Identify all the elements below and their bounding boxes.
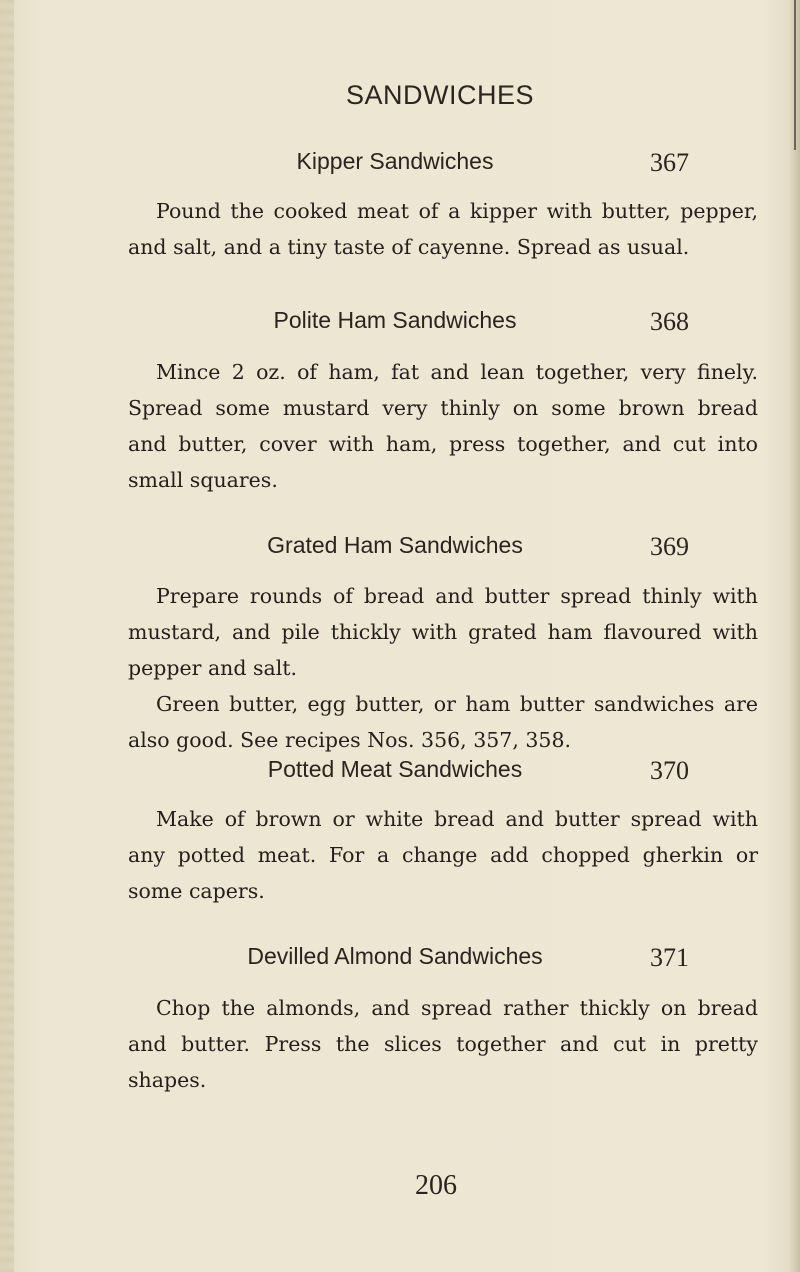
page-shadow-edge — [788, 0, 800, 1272]
text-line: and butter, cover with ham, press together, and cut into — [128, 432, 758, 456]
recipe-title: Potted Meat Sandwiches — [267, 756, 523, 782]
text-line: Pound the cooked meat of a kipper with butter, pepper, — [156, 199, 758, 223]
page-binding-edge — [0, 0, 14, 1272]
recipe-title: Kipper Sandwiches — [296, 148, 494, 174]
text-line: Spread some mustard very thinly on some brown bread — [128, 396, 758, 420]
recipe-number: 368 — [650, 307, 689, 336]
page-number: 206 — [415, 1170, 457, 1201]
recipe-body — [128, 990, 758, 1098]
text-line: Make of brown or white bread and butter spread with — [156, 807, 758, 831]
running-head: SANDWICHES — [345, 80, 534, 110]
text-line: Chop the almonds, and spread rather thickly on bread — [156, 996, 758, 1020]
recipe-body — [128, 578, 758, 758]
recipe-body — [128, 193, 758, 265]
recipe-number: 367 — [650, 148, 689, 177]
text-line: Prepare rounds of bread and butter spread thinly with — [156, 584, 758, 608]
text-line: mustard, and pile thickly with grated ham flavoured with — [128, 620, 758, 644]
recipe-title: Polite Ham Sandwiches — [273, 307, 517, 333]
text-line: also good. See recipes Nos. 356, 357, 358. — [128, 728, 572, 752]
text-line: pepper and salt. — [128, 656, 298, 680]
recipe-body — [128, 801, 758, 909]
recipe-title: Grated Ham Sandwiches — [267, 532, 523, 558]
text-line: any potted meat. For a change add chopped gherkin or — [128, 843, 758, 867]
text-line: Green butter, egg butter, or ham butter sandwiches are — [156, 692, 758, 716]
text-line: shapes. — [128, 1068, 207, 1092]
recipe-number: 369 — [650, 532, 689, 561]
page-corner-mark — [794, 0, 796, 150]
text-line: and butter. Press the slices together and cut in pretty — [128, 1032, 758, 1056]
recipe-number: 371 — [650, 943, 689, 972]
text-line: and salt, and a tiny taste of cayenne. Spread as usual. — [128, 235, 690, 259]
text-line: some capers. — [128, 879, 265, 903]
recipe-title: Devilled Almond Sandwiches — [247, 943, 543, 969]
text-line: small squares. — [128, 468, 278, 492]
recipe-number: 370 — [650, 756, 689, 785]
text-line: Mince 2 oz. of ham, fat and lean together, very finely. — [156, 360, 758, 384]
recipe-body — [128, 354, 758, 498]
